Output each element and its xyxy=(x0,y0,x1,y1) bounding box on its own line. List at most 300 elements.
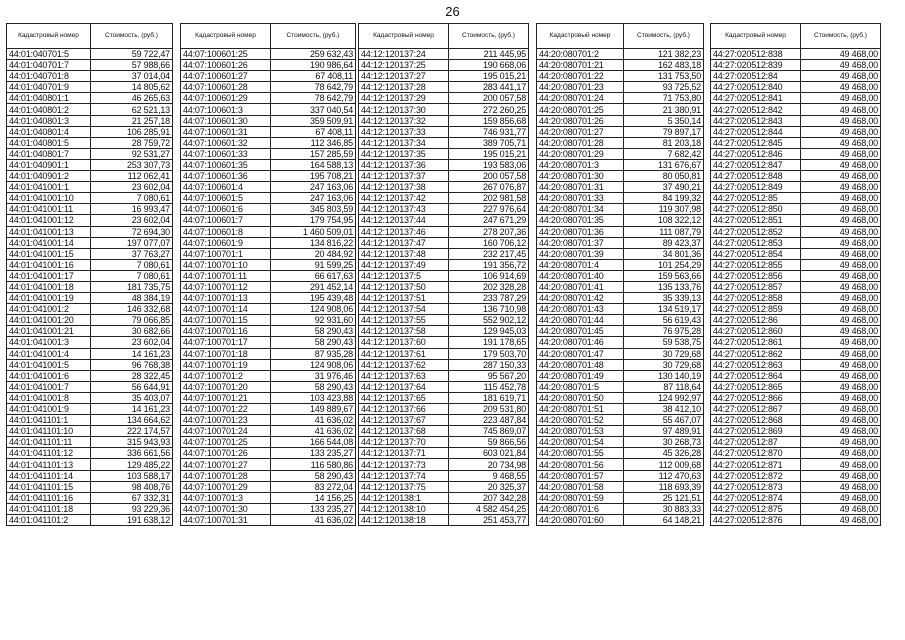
cadastral-number-cell: 44:12:120137:28 xyxy=(359,82,449,93)
cost-cell: 112 346,85 xyxy=(271,137,356,148)
table-row xyxy=(537,93,704,104)
cadastral-number-cell: 44:20:080701:36 xyxy=(537,226,624,237)
table-row xyxy=(7,426,173,437)
table-row xyxy=(711,304,881,315)
table-row xyxy=(7,326,173,337)
cadastral-number-cell: 44:07:100701:13 xyxy=(181,293,271,304)
cadastral-number-cell: 44:20:080701:49 xyxy=(537,370,624,381)
cost-cell: 78 642,79 xyxy=(271,93,356,104)
cost-cell: 37 014,04 xyxy=(91,71,173,82)
cost-cell: 278 207,36 xyxy=(449,226,529,237)
cadastral-number-cell: 44:01:041001:20 xyxy=(7,315,91,326)
cadastral-number-cell: 44:07:100601:29 xyxy=(181,93,271,104)
cadastral-number-cell: 44:20:080701:2 xyxy=(537,49,624,60)
cadastral-number-cell: 44:20:080701:29 xyxy=(537,148,624,159)
table-row xyxy=(711,481,881,492)
cadastral-number-cell: 44:01:040701:5 xyxy=(7,49,91,60)
cadastral-number-cell: 44:07:100701:18 xyxy=(181,348,271,359)
cadastral-number-cell: 44:27:020512:862 xyxy=(711,348,801,359)
table-row xyxy=(181,259,356,270)
cost-cell: 56 644,91 xyxy=(91,381,173,392)
table-row xyxy=(7,514,173,525)
cadastral-number-cell: 44:20:080701:43 xyxy=(537,304,624,315)
cadastral-number-cell: 44:27:020512:842 xyxy=(711,104,801,115)
table-row xyxy=(537,259,704,270)
cost-cell: 21 380,91 xyxy=(624,104,704,115)
table-row xyxy=(537,415,704,426)
header-kadastr: Кадастровый номер xyxy=(181,24,271,49)
cadastral-number-cell: 44:07:100601:28 xyxy=(181,82,271,93)
header-cost: Стоимость, (руб.) xyxy=(801,24,881,49)
cadastral-number-cell: 44:27:020512:875 xyxy=(711,503,801,514)
cadastral-number-cell: 44:27:020512:872 xyxy=(711,470,801,481)
cost-cell: 16 993,47 xyxy=(91,204,173,215)
cost-cell: 67 408,11 xyxy=(271,71,356,82)
cost-cell: 30 682,66 xyxy=(91,326,173,337)
table-row xyxy=(711,93,881,104)
cost-cell: 160 706,12 xyxy=(449,237,529,248)
cadastral-number-cell: 44:12:120137:33 xyxy=(359,126,449,137)
cost-cell: 112 470,63 xyxy=(624,470,704,481)
table-row xyxy=(537,237,704,248)
table-row xyxy=(359,404,529,415)
table-row xyxy=(181,126,356,137)
cost-cell: 181 735,75 xyxy=(91,281,173,292)
table-row xyxy=(537,137,704,148)
cost-cell: 232 217,45 xyxy=(449,248,529,259)
cadastral-number-cell: 44:27:020512:848 xyxy=(711,171,801,182)
cost-cell: 81 203,18 xyxy=(624,137,704,148)
table-row xyxy=(711,71,881,82)
cadastral-number-cell: 44:20:080701:27 xyxy=(537,126,624,137)
cadastral-number-cell: 44:01:040701:9 xyxy=(7,82,91,93)
cadastral-number-cell: 44:20:080701:48 xyxy=(537,359,624,370)
cost-cell: 131 676,67 xyxy=(624,159,704,170)
cadastral-number-cell: 44:27:020512:84 xyxy=(711,71,801,82)
cost-cell: 202 328,28 xyxy=(449,281,529,292)
cadastral-number-cell: 44:01:041001:15 xyxy=(7,248,91,259)
table-row xyxy=(181,248,356,259)
cadastral-number-cell: 44:20:080701:23 xyxy=(537,82,624,93)
cadastral-number-cell: 44:12:120137:71 xyxy=(359,448,449,459)
table-row xyxy=(7,204,173,215)
cadastral-number-cell: 44:01:041101:10 xyxy=(7,426,91,437)
cost-cell: 135 133,76 xyxy=(624,281,704,292)
cadastral-number-cell: 44:07:100701:1 xyxy=(181,248,271,259)
table-row xyxy=(711,415,881,426)
cadastral-number-cell: 44:07:100601:36 xyxy=(181,171,271,182)
cadastral-number-cell: 44:12:120137:68 xyxy=(359,426,449,437)
cadastral-number-cell: 44:27:020512:838 xyxy=(711,49,801,60)
cost-cell: 35 339,13 xyxy=(624,293,704,304)
cost-cell: 58 290,43 xyxy=(271,337,356,348)
cost-cell: 157 285,59 xyxy=(271,148,356,159)
cost-cell: 41 636,02 xyxy=(271,514,356,525)
table-row xyxy=(537,404,704,415)
cadastral-number-cell: 44:07:100701:15 xyxy=(181,315,271,326)
cadastral-number-cell: 44:27:020512:855 xyxy=(711,259,801,270)
cost-cell: 49 468,00 xyxy=(801,392,881,403)
table-row xyxy=(7,448,173,459)
cost-cell: 49 468,00 xyxy=(801,437,881,448)
cost-cell: 79 066,85 xyxy=(91,315,173,326)
cost-cell: 191 356,72 xyxy=(449,259,529,270)
cadastral-number-cell: 44:20:080701:31 xyxy=(537,182,624,193)
table-row xyxy=(359,148,529,159)
cadastral-number-cell: 44:07:100601:9 xyxy=(181,237,271,248)
table-row xyxy=(181,415,356,426)
cadastral-number-cell: 44:12:120137:36 xyxy=(359,159,449,170)
table-row xyxy=(181,104,356,115)
cadastral-number-cell: 44:12:120137:51 xyxy=(359,293,449,304)
cost-cell: 45 326,28 xyxy=(624,448,704,459)
cadastral-number-cell: 44:07:100701:17 xyxy=(181,337,271,348)
cost-cell: 21 257,18 xyxy=(91,115,173,126)
cadastral-number-cell: 44:01:041001:1 xyxy=(7,182,91,193)
cadastral-number-cell: 44:01:041001:4 xyxy=(7,348,91,359)
cost-cell: 87 935,28 xyxy=(271,348,356,359)
cadastral-number-cell: 44:20:080701:42 xyxy=(537,293,624,304)
cadastral-number-cell: 44:27:020512:876 xyxy=(711,514,801,525)
cadastral-number-cell: 44:20:080701:58 xyxy=(537,481,624,492)
cost-cell: 20 484,92 xyxy=(271,248,356,259)
cost-cell: 30 729,68 xyxy=(624,348,704,359)
cadastral-number-cell: 44:07:100701:30 xyxy=(181,503,271,514)
cost-cell: 49 468,00 xyxy=(801,93,881,104)
table-row xyxy=(7,370,173,381)
cadastral-number-cell: 44:07:100601:31 xyxy=(181,126,271,137)
table-row xyxy=(711,470,881,481)
cost-cell: 55 467,07 xyxy=(624,415,704,426)
cadastral-number-cell: 44:12:120137:46 xyxy=(359,226,449,237)
cost-cell: 49 468,00 xyxy=(801,415,881,426)
cadastral-number-cell: 44:12:120138:1 xyxy=(359,492,449,503)
cadastral-number-cell: 44:07:100601:3 xyxy=(181,104,271,115)
cost-cell: 181 619,71 xyxy=(449,392,529,403)
cost-cell: 112 062,41 xyxy=(91,171,173,182)
table-row xyxy=(359,82,529,93)
cost-cell: 25 121,51 xyxy=(624,492,704,503)
cost-cell: 179 503,70 xyxy=(449,348,529,359)
cost-cell: 49 468,00 xyxy=(801,348,881,359)
cadastral-number-cell: 44:20:080701:30 xyxy=(537,171,624,182)
table-row xyxy=(711,370,881,381)
cadastral-number-cell: 44:07:100701:14 xyxy=(181,304,271,315)
table-row xyxy=(711,137,881,148)
cadastral-number-cell: 44:01:041001:7 xyxy=(7,381,91,392)
table-row xyxy=(7,503,173,514)
cadastral-number-cell: 44:12:120137:66 xyxy=(359,404,449,415)
table-row xyxy=(537,448,704,459)
table-row xyxy=(7,315,173,326)
cost-cell: 159 563,66 xyxy=(624,270,704,281)
cadastral-number-cell: 44:27:020512:843 xyxy=(711,115,801,126)
cost-cell: 71 753,80 xyxy=(624,93,704,104)
cadastral-number-cell: 44:20:080701:26 xyxy=(537,115,624,126)
cadastral-number-cell: 44:12:120137:75 xyxy=(359,481,449,492)
table-row xyxy=(181,514,356,525)
cost-cell: 83 272,04 xyxy=(271,481,356,492)
table-row xyxy=(537,126,704,137)
cost-cell: 200 057,58 xyxy=(449,93,529,104)
table-row xyxy=(711,326,881,337)
cost-cell: 222 174,57 xyxy=(91,426,173,437)
cadastral-number-cell: 44:01:040901:1 xyxy=(7,159,91,170)
table-row xyxy=(537,514,704,525)
cadastral-number-cell: 44:07:100601:5 xyxy=(181,193,271,204)
cadastral-number-cell: 44:01:041001:13 xyxy=(7,226,91,237)
cadastral-number-cell: 44:27:020512:865 xyxy=(711,381,801,392)
table-row xyxy=(181,470,356,481)
cost-cell: 131 753,50 xyxy=(624,71,704,82)
table-row xyxy=(711,281,881,292)
cost-cell: 49 468,00 xyxy=(801,171,881,182)
cadastre-table-2 xyxy=(180,23,356,526)
cost-cell: 49 468,00 xyxy=(801,126,881,137)
cadastral-number-cell: 44:07:100701:11 xyxy=(181,270,271,281)
cadastral-number-cell: 44:07:100701:2 xyxy=(181,370,271,381)
table-row xyxy=(7,237,173,248)
cost-cell: 72 694,30 xyxy=(91,226,173,237)
table-row xyxy=(181,49,356,60)
table-row xyxy=(537,148,704,159)
cadastral-number-cell: 44:27:020512:873 xyxy=(711,481,801,492)
cost-cell: 49 468,00 xyxy=(801,60,881,71)
cost-cell: 106 914,69 xyxy=(449,270,529,281)
cost-cell: 337 040,54 xyxy=(271,104,356,115)
cost-cell: 193 583,06 xyxy=(449,159,529,170)
cost-cell: 20 325,37 xyxy=(449,481,529,492)
cost-cell: 58 290,43 xyxy=(271,326,356,337)
cost-cell: 58 290,43 xyxy=(271,381,356,392)
cadastral-number-cell: 44:27:020512:854 xyxy=(711,248,801,259)
cadastral-number-cell: 44:12:120137:25 xyxy=(359,60,449,71)
table-row xyxy=(181,293,356,304)
cadastral-number-cell: 44:07:100601:4 xyxy=(181,182,271,193)
cost-cell: 49 468,00 xyxy=(801,71,881,82)
cadastral-number-cell: 44:01:041001:21 xyxy=(7,326,91,337)
table-row xyxy=(7,104,173,115)
table-row xyxy=(359,392,529,403)
table-row xyxy=(7,293,173,304)
cost-cell: 30 729,68 xyxy=(624,359,704,370)
cost-cell: 101 254,29 xyxy=(624,259,704,270)
cost-cell: 251 453,77 xyxy=(449,514,529,525)
cadastral-number-cell: 44:20:080701:44 xyxy=(537,315,624,326)
cadastral-number-cell: 44:07:100601:35 xyxy=(181,159,271,170)
cost-cell: 49 468,00 xyxy=(801,503,881,514)
cost-cell: 130 140,19 xyxy=(624,370,704,381)
table-row xyxy=(537,171,704,182)
cost-cell: 58 290,43 xyxy=(271,470,356,481)
cadastral-number-cell: 44:07:100701:21 xyxy=(181,392,271,403)
table-row xyxy=(537,304,704,315)
table-row xyxy=(359,470,529,481)
cost-cell: 233 787,29 xyxy=(449,293,529,304)
cost-cell: 59 538,75 xyxy=(624,337,704,348)
cost-cell: 23 602,04 xyxy=(91,215,173,226)
table-row xyxy=(7,259,173,270)
cost-cell: 49 468,00 xyxy=(801,404,881,415)
cost-cell: 56 619,43 xyxy=(624,315,704,326)
table-row xyxy=(181,226,356,237)
cost-cell: 7 080,61 xyxy=(91,193,173,204)
cost-cell: 49 468,00 xyxy=(801,215,881,226)
table-row xyxy=(181,370,356,381)
table-row xyxy=(537,226,704,237)
table-row xyxy=(711,248,881,259)
cost-cell: 259 632,43 xyxy=(271,49,356,60)
cadastral-number-cell: 44:07:100701:16 xyxy=(181,326,271,337)
table-row xyxy=(7,304,173,315)
cost-cell: 23 602,04 xyxy=(91,337,173,348)
cadastral-number-cell: 44:07:100701:12 xyxy=(181,281,271,292)
cost-cell: 30 883,33 xyxy=(624,503,704,514)
cost-cell: 87 118,64 xyxy=(624,381,704,392)
table-row xyxy=(359,248,529,259)
cadastral-number-cell: 44:27:020512:853 xyxy=(711,237,801,248)
table-row xyxy=(537,370,704,381)
table-row xyxy=(7,359,173,370)
cadastral-number-cell: 44:27:020512:858 xyxy=(711,293,801,304)
cost-cell: 195 439,48 xyxy=(271,293,356,304)
table-row xyxy=(7,60,173,71)
table-row xyxy=(711,215,881,226)
cost-cell: 1 460 509,01 xyxy=(271,226,356,237)
table-row xyxy=(181,304,356,315)
cost-cell: 20 734,98 xyxy=(449,459,529,470)
cost-cell: 49 468,00 xyxy=(801,259,881,270)
cost-cell: 111 087,79 xyxy=(624,226,704,237)
cost-cell: 247 671,29 xyxy=(449,215,529,226)
cadastral-number-cell: 44:01:040801:5 xyxy=(7,137,91,148)
table-row xyxy=(711,193,881,204)
cadastral-number-cell: 44:20:080701:3 xyxy=(537,159,624,170)
table-row xyxy=(537,337,704,348)
cadastral-number-cell: 44:27:020512:860 xyxy=(711,326,801,337)
cost-cell: 103 423,88 xyxy=(271,392,356,403)
cadastral-number-cell: 44:27:020512:869 xyxy=(711,426,801,437)
table-row xyxy=(711,503,881,514)
table-row xyxy=(359,315,529,326)
cost-cell: 49 468,00 xyxy=(801,359,881,370)
cadastral-number-cell: 44:01:041001:5 xyxy=(7,359,91,370)
cost-cell: 202 981,58 xyxy=(449,193,529,204)
cadastral-number-cell: 44:12:120137:60 xyxy=(359,337,449,348)
cost-cell: 59 722,47 xyxy=(91,49,173,60)
cost-cell: 49 468,00 xyxy=(801,381,881,392)
table-row xyxy=(7,492,173,503)
table-row xyxy=(7,148,173,159)
table-row xyxy=(7,171,173,182)
cost-cell: 209 531,80 xyxy=(449,404,529,415)
table-row xyxy=(711,293,881,304)
table-row xyxy=(359,415,529,426)
cost-cell: 93 725,52 xyxy=(624,82,704,93)
cadastral-number-cell: 44:12:120137:37 xyxy=(359,171,449,182)
cost-cell: 149 889,67 xyxy=(271,404,356,415)
table-row xyxy=(7,49,173,60)
cadastral-number-cell: 44:27:020512:846 xyxy=(711,148,801,159)
table-row xyxy=(181,404,356,415)
cost-cell: 49 468,00 xyxy=(801,137,881,148)
cadastre-table-4 xyxy=(536,23,704,526)
cost-cell: 37 763,27 xyxy=(91,248,173,259)
cadastral-number-cell: 44:27:020512:871 xyxy=(711,459,801,470)
cadastral-number-cell: 44:20:080701:46 xyxy=(537,337,624,348)
table-row xyxy=(711,315,881,326)
cost-cell: 190 668,06 xyxy=(449,60,529,71)
cost-cell: 34 801,36 xyxy=(624,248,704,259)
cost-cell: 112 009,68 xyxy=(624,459,704,470)
table-row xyxy=(181,148,356,159)
cost-cell: 7 080,61 xyxy=(91,259,173,270)
cost-cell: 746 931,77 xyxy=(449,126,529,137)
cadastral-number-cell: 44:27:020512:844 xyxy=(711,126,801,137)
table-row xyxy=(7,481,173,492)
cadastral-number-cell: 44:20:080701:22 xyxy=(537,71,624,82)
header-kadastr: Кадастровый номер xyxy=(711,24,801,49)
cadastral-number-cell: 44:20:080701:37 xyxy=(537,237,624,248)
cadastral-number-cell: 44:20:080701:39 xyxy=(537,248,624,259)
table-row xyxy=(7,404,173,415)
table-row xyxy=(7,71,173,82)
table-row xyxy=(711,104,881,115)
cost-cell: 197 077,07 xyxy=(91,237,173,248)
cost-cell: 389 705,71 xyxy=(449,137,529,148)
cadastral-number-cell: 44:07:100701:3 xyxy=(181,492,271,503)
table-row xyxy=(711,159,881,170)
cost-cell: 164 588,13 xyxy=(271,159,356,170)
cost-cell: 345 803,59 xyxy=(271,204,356,215)
cost-cell: 121 382,23 xyxy=(624,49,704,60)
table-row xyxy=(359,137,529,148)
cost-cell: 195 015,21 xyxy=(449,148,529,159)
cadastral-number-cell: 44:07:100701:27 xyxy=(181,459,271,470)
cadastral-number-cell: 44:07:100601:33 xyxy=(181,148,271,159)
cost-cell: 66 617,63 xyxy=(271,270,356,281)
cadastral-number-cell: 44:20:080701:53 xyxy=(537,426,624,437)
table-row xyxy=(359,270,529,281)
table-row xyxy=(7,392,173,403)
cadastral-number-cell: 44:20:080701:41 xyxy=(537,281,624,292)
cadastral-number-cell: 44:12:120137:58 xyxy=(359,326,449,337)
cadastral-number-cell: 44:12:120137:32 xyxy=(359,115,449,126)
table-row xyxy=(711,514,881,525)
cadastre-table-5 xyxy=(710,23,881,526)
cadastral-number-cell: 44:07:100601:8 xyxy=(181,226,271,237)
cost-cell: 359 509,91 xyxy=(271,115,356,126)
table-row xyxy=(7,470,173,481)
cadastre-table-1 xyxy=(6,23,173,526)
cost-cell: 28 322,45 xyxy=(91,370,173,381)
cost-cell: 223 487,84 xyxy=(449,415,529,426)
cost-cell: 84 199,32 xyxy=(624,193,704,204)
cost-cell: 67 332,31 xyxy=(91,492,173,503)
table-row xyxy=(537,315,704,326)
table-row xyxy=(537,115,704,126)
table-row xyxy=(181,392,356,403)
table-row xyxy=(359,259,529,270)
table-row xyxy=(181,82,356,93)
cadastral-number-cell: 44:20:080701:47 xyxy=(537,348,624,359)
cost-cell: 49 468,00 xyxy=(801,492,881,503)
table-row xyxy=(537,392,704,403)
cadastral-number-cell: 44:27:020512:849 xyxy=(711,182,801,193)
cadastral-number-cell: 44:27:020512:866 xyxy=(711,392,801,403)
table-row xyxy=(359,237,529,248)
header-cost: Стоимость, (руб.) xyxy=(271,24,356,49)
